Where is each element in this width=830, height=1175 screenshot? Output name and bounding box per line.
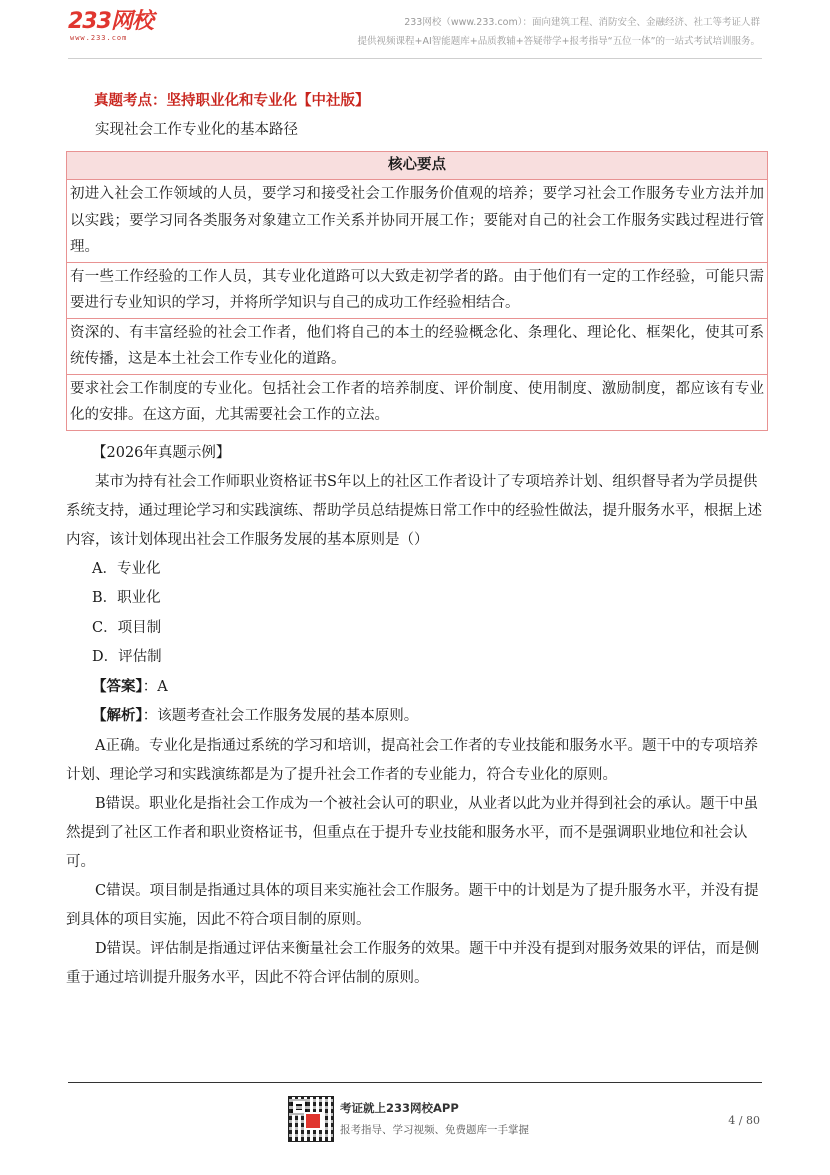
option-c: C．项目制 bbox=[92, 619, 162, 636]
header-line-1: 233网校（www.233.com）：面向建筑工程、消防安全、金融经济、社工等考证人群 bbox=[404, 17, 760, 28]
answer bbox=[92, 673, 768, 703]
table-cell: 有一些工作经验的工作人员，其专业化道路可以大致走初学者的路。由于他们有一定的工作经验，可能只需要进行专业知识的学习，并将所学知识与自己的成功工作经验相结合。 bbox=[67, 262, 768, 318]
answer-label: 【答案】 bbox=[92, 678, 143, 695]
page-content bbox=[66, 86, 768, 993]
qr-code-icon[interactable] bbox=[288, 1096, 334, 1142]
footer-divider bbox=[68, 1082, 762, 1083]
footer-app-title: 考证就上233网校APP bbox=[340, 1101, 459, 1115]
option-b: B．职业化 bbox=[92, 590, 161, 606]
header-divider bbox=[68, 58, 762, 59]
table-row bbox=[67, 180, 768, 263]
analysis-value: ：该题考查社会工作服务发展的基本原则。 bbox=[142, 708, 419, 724]
logo-url: www.233.com bbox=[70, 34, 128, 42]
exam-label: 【2026年真题示例】 bbox=[92, 444, 231, 461]
table-row bbox=[67, 318, 768, 374]
section-title: 真题考点：坚持职业化和专业化【中社版】 bbox=[94, 93, 370, 109]
answer-value: ：A bbox=[142, 678, 168, 695]
page-header bbox=[0, 0, 830, 62]
explanation-a: A正确。专业化是指通过系统的学习和培训，提高社会工作者的专业技能和服务水平。题干中的专项培养计划、理论学习和实践演练都是为了提升社会工作者的专业能力，符合专业化的原则。 bbox=[66, 737, 758, 783]
table-cell: 初进入社会工作领域的人员，要学习和接受社会工作服务价值观的培养；要学习社会工作服务专业方法并加以实践；要学习同各类服务对象建立工作关系并协同开展工作；要能对自己的社会工作服务实践过程进行管理。 bbox=[67, 180, 768, 263]
table-cell: 资深的、有丰富经验的社会工作者，他们将自己的本土的经验概念化、条理化、理论化、框架化，使其可系统传播，这是本土社会工作专业化的道路。 bbox=[67, 318, 768, 374]
logo[interactable] bbox=[68, 10, 153, 43]
explanation-d: D错误。评估制是指通过评估来衡量社会工作服务的效果。题干中并没有提到对服务效果的评估，而是侧重于通过培训提升服务水平，因此不符合评估制的原则。 bbox=[66, 940, 760, 986]
explanation-c: C错误。项目制是指通过具体的项目来实施社会工作服务。题干中的计划是为了提升服务水平，并没有提到具体的项目实施，因此不符合项目制的原则。 bbox=[66, 882, 759, 928]
core-points-table bbox=[66, 151, 768, 431]
table-header: 核心要点 bbox=[67, 152, 768, 180]
table-row bbox=[67, 262, 768, 318]
header-line-2: 提供视频课程+AI智能题库+品质教辅+答疑带学+报考指导“五位一体”的一站式考试培训服务。 bbox=[357, 36, 760, 47]
exam-question: 某市为持有社会工作师职业资格证书S年以上的社区工作者设计了专项培养计划、组织督导者为学员提供系统支持，通过理论学习和实践演练、帮助学员总结提炼日常工作中的经验性做法，提升服务水平，根据上述内容，该计划体现出社会工作服务发展的基本原则是（） bbox=[66, 473, 762, 548]
footer-slogan: 报考指导、学习视频、免费题库一手掌握 bbox=[340, 1124, 529, 1136]
option-d: D．评估制 bbox=[92, 649, 162, 665]
explanation-b: B错误。职业化是指社会工作成为一个被社会认可的职业，从业者以此为业并得到社会的承认。题干中虽然提到了社区工作者和职业资格证书，但重点在于提升专业技能和服务水平，而不是强调职业地位和社会认可。 bbox=[66, 795, 759, 870]
logo-text: 233网校 bbox=[68, 9, 153, 34]
table-row bbox=[67, 374, 768, 430]
header-tagline bbox=[358, 13, 761, 51]
table-header-row bbox=[67, 152, 768, 180]
page-number: 4 / 80 bbox=[728, 1114, 760, 1127]
section-subtitle: 实现社会工作专业化的基本路径 bbox=[95, 122, 298, 138]
analysis-label: 【解析】 bbox=[92, 708, 143, 724]
option-a: A．专业化 bbox=[92, 560, 161, 577]
analysis bbox=[92, 702, 768, 732]
table-cell: 要求社会工作制度的专业化。包括社会工作者的培养制度、评价制度、使用制度、激励制度，都应该有专业化的安排。在这方面，尤其需要社会工作的立法。 bbox=[67, 374, 768, 430]
